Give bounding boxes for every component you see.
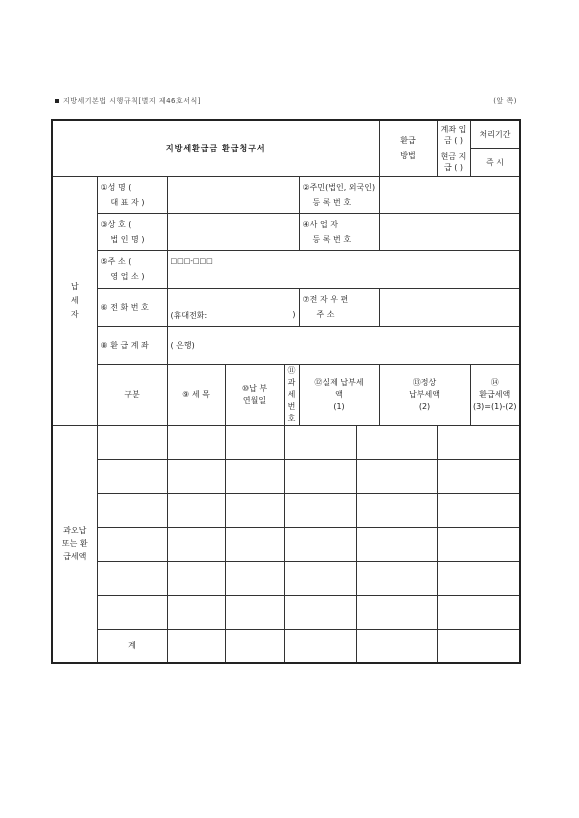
cell-tax-number[interactable] [225, 595, 284, 629]
cell-refund-amount[interactable] [437, 459, 520, 493]
cell-actual-paid[interactable] [284, 595, 356, 629]
square-bullet-icon [55, 99, 59, 103]
phone-field[interactable] [167, 288, 299, 326]
refund-account-field[interactable] [167, 326, 520, 364]
cell-tax-item[interactable] [97, 595, 167, 629]
cell-actual-paid[interactable] [284, 527, 356, 561]
total-label: 계 [97, 629, 167, 663]
cell-payment-date[interactable] [167, 561, 225, 595]
cell-correct-paid[interactable] [356, 561, 437, 595]
row-group-label: 과오납 또는 환 급세액 [52, 425, 97, 663]
total-refund-amount[interactable] [437, 629, 520, 663]
cell-refund-amount[interactable] [437, 425, 520, 459]
cell-payment-date[interactable] [167, 493, 225, 527]
company-label-line2: 법 인 명 ) [110, 234, 145, 244]
cell-tax-number[interactable] [225, 561, 284, 595]
name-label-line2: 대 표 자 ) [110, 197, 145, 207]
taxpayer-label-char: 납 [70, 281, 79, 291]
cell-correct-paid[interactable] [356, 493, 437, 527]
total-correct-paid[interactable] [356, 629, 437, 663]
email-label-line1: ⑦전 자 우 편 [302, 295, 349, 304]
header-payment-date: ⑩납 부 연월일 [225, 364, 284, 425]
cell-tax-number[interactable] [225, 527, 284, 561]
refund-method-label-line1: 환급 [400, 136, 416, 146]
address-field[interactable] [167, 250, 520, 288]
company-field[interactable] [167, 213, 299, 250]
rrn-field[interactable] [379, 176, 520, 213]
bizno-field[interactable] [379, 213, 520, 250]
company-label-line1: ③상 호 ( [100, 219, 132, 229]
name-label-line1: ①성 명 ( [100, 182, 132, 192]
cell-payment-date[interactable] [167, 595, 225, 629]
taxpayer-label-char: 세 [70, 295, 79, 305]
form-title: 지방세환급금 환급청구서 [52, 120, 379, 176]
rrn-label [299, 176, 379, 213]
cell-actual-paid[interactable] [284, 561, 356, 595]
cell-tax-item[interactable] [97, 561, 167, 595]
cell-payment-date[interactable] [167, 425, 225, 459]
cell-tax-item[interactable] [97, 527, 167, 561]
refund-method-label [379, 120, 437, 176]
cell-actual-paid[interactable] [284, 425, 356, 459]
taxpayer-section-label [52, 176, 97, 425]
refund-method-label-line2: 방법 [400, 151, 416, 161]
bizno-label-line1: ④사 업 자 [302, 219, 338, 229]
processing-period-label: 처리기간 [470, 120, 520, 148]
cell-payment-date[interactable] [167, 459, 225, 493]
name-field[interactable] [167, 176, 299, 213]
bizno-label-line2: 등 록 번 호 [312, 234, 352, 244]
cell-correct-paid[interactable] [356, 459, 437, 493]
email-field[interactable] [379, 288, 520, 326]
company-label [97, 213, 167, 250]
cell-refund-amount[interactable] [437, 561, 520, 595]
mobile-label: (휴대전화: [170, 310, 208, 320]
header-tax-number: ⑪과세 번 호 [284, 364, 299, 425]
address-label [97, 250, 167, 288]
cell-correct-paid[interactable] [356, 527, 437, 561]
processing-period-value: 즉 시 [470, 148, 520, 176]
header-actual-paid: ⑫실제 납부세 액 (1) [299, 364, 379, 425]
phone-label: ⑥ 전 화 번 호 [97, 288, 167, 326]
address-label-line2: 영 업 소 ) [110, 272, 145, 281]
form-legal-reference [55, 96, 201, 106]
name-label [97, 176, 167, 213]
cell-payment-date[interactable] [167, 527, 225, 561]
taxpayer-label-char: 자 [70, 309, 79, 319]
rrn-label-line2: 등 록 번 호 [312, 197, 352, 207]
refund-option-account[interactable] [437, 120, 470, 148]
email-label-line2: 주 소 [316, 310, 335, 319]
refund-option-account-text: 계좌 입금 ( ) [440, 124, 467, 145]
total-actual-paid[interactable] [284, 629, 356, 663]
cell-actual-paid[interactable] [284, 459, 356, 493]
cell-tax-item[interactable] [97, 459, 167, 493]
total-tax-number[interactable] [225, 629, 284, 663]
cell-tax-item[interactable] [97, 425, 167, 459]
cell-tax-item[interactable] [97, 493, 167, 527]
page-side-indicator: (앞 쪽) [493, 97, 517, 105]
address-label-line1: ⑤주 소 ( [100, 257, 132, 266]
cell-tax-number[interactable] [225, 459, 284, 493]
rrn-label-line1: ②주민(법인, 외국인) [302, 182, 376, 192]
refund-account-label: ⑧ 환 급 계 좌 [97, 326, 167, 364]
header-correct-paid: ⑬정상 납부세액 (2) [379, 364, 470, 425]
refund-option-cash-text: 현금 지급 ( ) [440, 151, 467, 172]
cell-correct-paid[interactable] [356, 595, 437, 629]
refund-claim-form [51, 119, 521, 664]
form-legal-reference-text: 지방세기본법 시행규칙[별지 제46호서식] [63, 97, 202, 105]
cell-tax-number[interactable] [225, 493, 284, 527]
header-category: 구분 [97, 364, 167, 425]
total-payment-date[interactable] [167, 629, 225, 663]
refund-option-cash[interactable] [437, 148, 470, 176]
mobile-close-paren: ) [292, 309, 296, 319]
postcode-placeholder: □□□-□□□ [170, 256, 213, 265]
header-tax-item: ⑨ 세 목 [167, 364, 225, 425]
cell-refund-amount[interactable] [437, 493, 520, 527]
refund-account-bank: ( 은행) [170, 340, 195, 350]
cell-refund-amount[interactable] [437, 595, 520, 629]
cell-correct-paid[interactable] [356, 425, 437, 459]
cell-refund-amount[interactable] [437, 527, 520, 561]
bizno-label [299, 213, 379, 250]
email-label [299, 288, 379, 326]
header-refund-amount: ⑭ 환급세액 (3)=(1)-(2) [470, 364, 520, 425]
cell-tax-number[interactable] [225, 425, 284, 459]
cell-actual-paid[interactable] [284, 493, 356, 527]
